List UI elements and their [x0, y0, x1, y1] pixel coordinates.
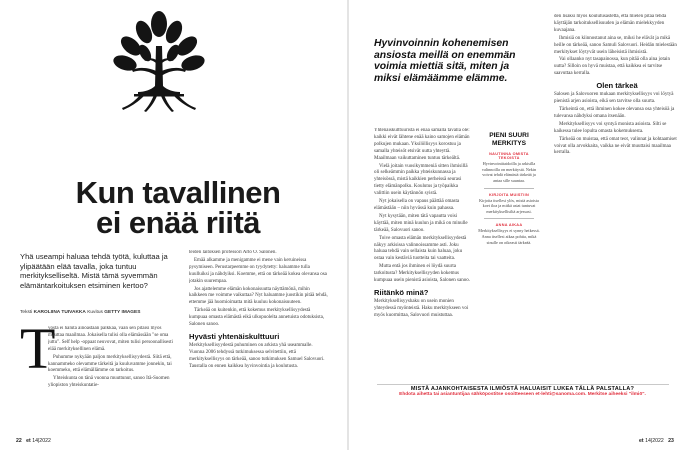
reader-feedback-banner: [349, 384, 696, 414]
divider: [484, 188, 534, 189]
paragraph: Merkityksellisyys voi syntyä monista asioista. Silti se kaikessa tulee lopulta omasta kokemuksesta.: [554, 121, 667, 134]
credits-photo-label: Kuvitus: [87, 310, 103, 315]
headline-line-1: Kun tavallinen: [75, 175, 281, 210]
headline-line-2: ei enää riitä: [95, 205, 261, 240]
issue-number: 14|2022: [645, 438, 664, 444]
paragraph: Merkityksellisyydestä puhuminen on arkista yhä useammalle. Vuonna 2006 tehdyssä tutkimuksessa selvitettiin, että merkityksellisyys on tärkeää, sanoo tutkimuksen Samuel Salovuori. Taustalla on ennen kaikkea hyvinvointia ja koulutusta.: [189, 342, 325, 369]
left-column-1: [48, 326, 178, 430]
divider: [484, 218, 534, 219]
pull-quote: Hyvinvoinnin kohenemisen ansiosta meillä on enemmän voimia miettiä sitä, miten ja miksi elämäämme elämme.: [374, 38, 516, 84]
paragraph: Toive omasta elämän merkityksellisyydestä näkyy arkisissa valinnoissamme asti. Joku haluaa tehdä vain sellaista kuin haluaa, joku ostaa vain kestäviä tuotteita tai vaatteita.: [374, 235, 467, 262]
paragraph: Jos ajattelemme elämän kokonaisuutta näyttämönä, mihin kaikkeen me voimme vaikuttaa? Nyt haluamme juostikin pitää tehdä, ettemme jää huomioimatta mitä kuuluu kokonaisuuteen.: [189, 286, 328, 306]
info-box-item-label: NAUTINNA OMISTA TEKOISTA: [489, 152, 529, 161]
paragraph: Merkityksellisyyshaku on usein monien yhteydessä myönteistä. Haku merkitykseen voi myös kuormittaa, Salovuori muistuttaa.: [374, 298, 469, 318]
article-headline: [58, 175, 298, 240]
paragraph: Vielä joitain vuosikymmeniä sitten ihmisillä oli selkeämmin paikka yhteiskunnassa ja yhteisössä, mistä kaikkien perheissä seurasi tietty elämänpolku. Koulutus ja työpaikka valittiin usein käytännön syistä.: [374, 163, 468, 197]
paragraph: Salosen ja Salovuoren mukaan merkityksellisyys voi löytyä pienistä arjen asioista, eikä sen tarvitse olla suurta.: [554, 92, 674, 105]
paragraph: Yhteiskunta on tänä vuonna muuttunut, sanoo Itä-Suomen yliopiston yhteiskuntatie-: [48, 376, 170, 389]
paragraph: den lisäksi myös koulutusastetta, että mielen pitää tehdä käyttäjän tarkoituksellisuuden ja elämän mielekkyyden kuvaajana.: [554, 14, 667, 33]
info-box-item-label: KIRJOITA MUISTIIN: [488, 192, 530, 197]
left-column-2: [189, 250, 329, 432]
paragraph: Nyt jokaisella on vapaus päättää omasta elämästään – niin hyvässä kuin pahassa.: [374, 199, 460, 211]
right-page-number: [639, 438, 674, 444]
info-box-item-label: ANNA AIKAA: [495, 223, 523, 228]
paragraph: Tärkeää on muistaa, että omat teot, valinnat ja kohtaamiset voivat olla arvokkaita, vaikka ne eivät muuttaisi maailmaa kerralla.: [554, 136, 677, 156]
drop-cap: T: [20, 316, 56, 381]
left-page: [0, 0, 347, 450]
paragraph: yöstä ei haluta ainoastaan palkkaa, vaan sen pitäisi myös muuttaa maailmaa. Jokaisella tulisi olla elämässään "se oma juttu". Self help -oppaat neuvovat, miten tulisi persoonallisesti elää merkityksellinen elämä.: [48, 326, 173, 352]
credits-photo: GETTY IMAGES: [104, 310, 141, 315]
credits-text-label: Teksti: [20, 310, 33, 315]
right-column-3: [554, 14, 680, 380]
subheading: Olen tärkeä: [596, 81, 638, 91]
paragraph: Yhtenäiskulttuurista ei enää samalla tavalla ole: kaikki eivät lähtene enää kaino samojen elämän polkujen mukaan. Yksilöllisyys korostuu ja samalla yhteisöt etsivät uutta yhteyttä. Maailmaan vaikuttaminen tuntuu tärkeältä.: [374, 128, 470, 161]
paragraph: Mutta entä jos ihminen ei löydä suurta tarkoitusta? Merkityksellisyyden kokemus kumpuaa usein pienistä asioista, Salonen sanoo.: [374, 264, 470, 284]
subheading: Hyvästi yhtenäiskulttuuri: [189, 331, 280, 341]
issue-number: 14|2022: [32, 438, 51, 444]
subheading: Riitänkö minä?: [374, 287, 429, 297]
info-box-item-text: Kirjoita itsellesi ylös, mistä asioista koet iloa ja mitkä asiat tuntuvat merkityksellisiltä arjessasi.: [479, 197, 539, 214]
paragraph: Nyt kysytään, miten tätä vapautta voisi käyttää, miten minä kuulun ja mikä on minulle tärkeää, Salovuori sanoo.: [374, 213, 468, 233]
banner-title: MISTÄ AJANKOHTAISESTA ILMIÖSTÄ HALUAISIT LUKEA TÄLLÄ PALSTALLA?: [410, 386, 635, 392]
left-page-number: [16, 438, 51, 444]
magazine-name: et: [639, 438, 644, 444]
magazine-name: et: [26, 438, 31, 444]
credits-author: KAROLIINA TUIVAKKA: [33, 310, 86, 315]
info-box: [478, 132, 540, 245]
right-column-1: [374, 128, 470, 378]
divider: [377, 384, 669, 385]
info-box-item-text: Merkityksellisyys ei synny hetkessä. Anna itsellesi aikaa pohtia, mikä sinulle on oikeasti tärkeää.: [478, 228, 540, 245]
info-box-title: PIENI SUURI MERKITYS: [489, 132, 529, 147]
paragraph: Tärkeää on kuitenkin, että kokemus merkityksellisyydestä kumpuaa omasta elämästä eikä ulkopuolelta annetuista odotuksista, Salonen sanoo.: [189, 308, 325, 328]
info-box-item-text: Hyvinvointitaidoilla ja arkisilla valinnoilla on merkitystä. Nekin voivat tehdä elämästä tärkeää ja antaa sille suuntaa.: [481, 161, 537, 183]
page-number: 23: [668, 438, 674, 444]
article-credits: [20, 310, 180, 315]
page-number: 22: [16, 438, 22, 444]
paragraph: Ihmisiä on kiinnostanut aina se, miksi he elävät ja mikä heille on tärkeää, sanoo Samuli Salovuori. Heidän mielestään merkitykset löytyvät usein läheisistä ihmisistä.: [554, 35, 677, 55]
paragraph: Emää alkamme ja menigamme ei mene vain keruineissa pysymiseen. Perustarpeemme on tyydytetty: haluamme tulla kuulluiksi ja nähdyiksi. Koemme, että on tärkeää kokea olevansa osa jotakin suurempaa.: [189, 257, 327, 284]
banner-text: Ehdota aihetta tai asiantuntijaa sähköpostitse osoitteeseen et-lehti@sanoma.com. Merkitse aiheeksi "ilmiö".: [399, 392, 646, 397]
paragraph: Puhumme nykyään paljon merkityksellisyydestä. Siitä että, kannammeko olevamme tärkeitä ja kuuluvamme jonnekin, tai koemmeko, että elämällämme on tarkoitus.: [48, 354, 172, 374]
tree-icon: [104, 6, 214, 118]
paragraph: teiden laitoksen professori Arto O. Salonen.: [189, 250, 277, 255]
paragraph: Tärkeintä on, että ihminen kokee olevansa osa yhteisöä ja tulevansa nähdyksi omana itsenään.: [554, 106, 675, 119]
paragraph: Vai ollaanko nyt tasapainossa, kun pitää olla aina jotain uutta? Silloin on hyvä muistaa, että kaikkea ei tarvitse saavuttaa kerralla.: [554, 57, 670, 77]
article-lede: Yhä useampi haluaa tehdä työtä, kuluttaa ja ylipäätään elää tavalla, joka tuntuu merkitykselliseltä. Mistä tämä syvemmän elämäntarkoituksen etsiminen kertoo?: [20, 252, 168, 290]
